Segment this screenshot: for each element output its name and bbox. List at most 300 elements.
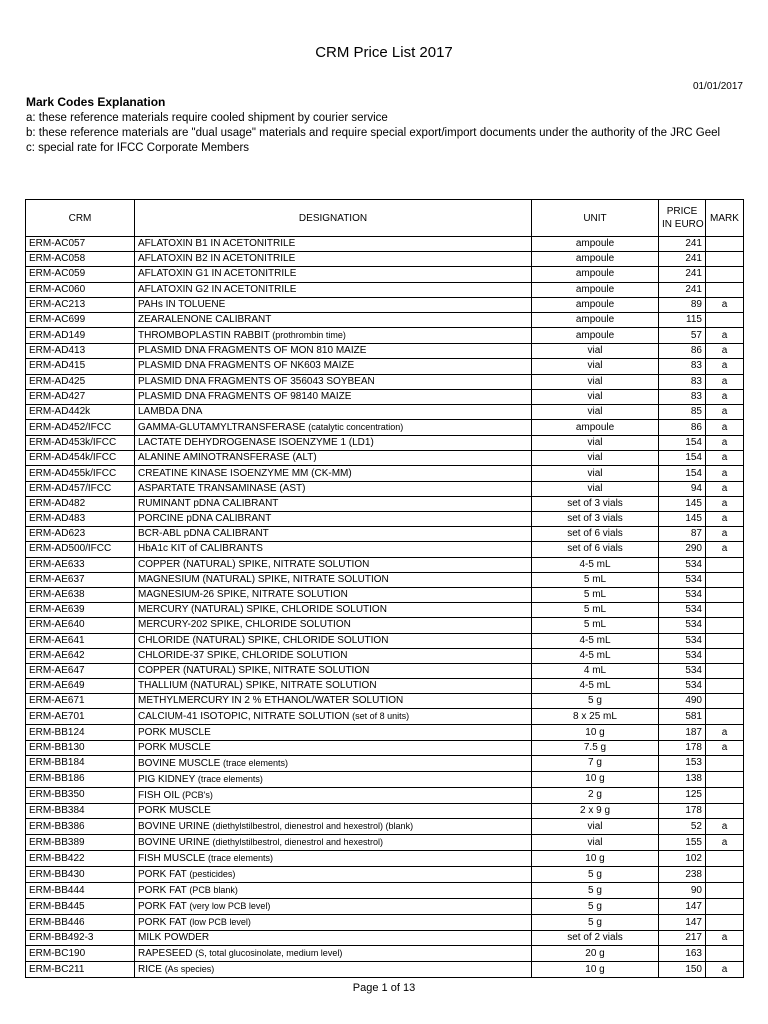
table-row <box>26 297 744 312</box>
table-row <box>26 867 744 883</box>
mark-cell: a <box>706 835 744 851</box>
unit-cell: ampoule <box>532 328 659 344</box>
crm-code-cell: ERM-AD149 <box>26 328 135 344</box>
table-row <box>26 374 744 389</box>
unit-cell: 10 g <box>532 851 659 867</box>
designation-name: AFLATOXIN B2 IN ACETONITRILE <box>138 253 296 265</box>
table-row <box>26 663 744 678</box>
unit-cell: vial <box>532 389 659 404</box>
unit-cell: set of 3 vials <box>532 496 659 511</box>
unit-cell: ampoule <box>532 237 659 252</box>
crm-code-cell: ERM-AC059 <box>26 267 135 282</box>
price-cell: 52 <box>659 819 706 835</box>
table-row <box>26 803 744 818</box>
designation-cell <box>135 587 532 602</box>
designation-name: COPPER (NATURAL) SPIKE, NITRATE SOLUTION <box>138 558 370 570</box>
designation-cell <box>135 755 532 771</box>
unit-cell: 5 g <box>532 694 659 709</box>
designation-cell <box>135 252 532 267</box>
table-row <box>26 404 744 419</box>
mark-cell: a <box>706 819 744 835</box>
mark-cell: a <box>706 512 744 527</box>
unit-cell: set of 2 vials <box>532 931 659 946</box>
table-row <box>26 648 744 663</box>
crm-code-cell: ERM-BB446 <box>26 915 135 931</box>
unit-cell: 5 g <box>532 899 659 915</box>
mark-cell <box>706 618 744 633</box>
mark-cell <box>706 771 744 787</box>
mark-cell <box>706 694 744 709</box>
table-row <box>26 851 744 867</box>
unit-cell: 4 mL <box>532 663 659 678</box>
crm-code-cell: ERM-AD427 <box>26 389 135 404</box>
mark-cell <box>706 915 744 931</box>
designation-cell <box>135 883 532 899</box>
designation-cell <box>135 451 532 466</box>
table-row <box>26 819 744 835</box>
crm-code-cell: ERM-AE649 <box>26 679 135 694</box>
designation-cell <box>135 389 532 404</box>
unit-cell: 5 mL <box>532 603 659 618</box>
designation-cell <box>135 557 532 572</box>
mark-cell <box>706 252 744 267</box>
price-cell: 154 <box>659 451 706 466</box>
table-row <box>26 962 744 978</box>
mark-cell: a <box>706 542 744 557</box>
designation-cell <box>135 946 532 962</box>
unit-cell: vial <box>532 466 659 481</box>
price-cell: 534 <box>659 557 706 572</box>
mark-cell: a <box>706 931 744 946</box>
designation-cell <box>135 496 532 511</box>
price-cell: 87 <box>659 527 706 542</box>
price-cell: 241 <box>659 267 706 282</box>
page-footer: Page 1 of 13 <box>352 982 416 994</box>
mark-cell <box>706 946 744 962</box>
table-header-row <box>26 200 744 237</box>
crm-code-cell: ERM-BB186 <box>26 771 135 787</box>
designation-name: LACTATE DEHYDROGENASE ISOENZYME 1 (LD1) <box>138 437 374 449</box>
designation-name: PLASMID DNA FRAGMENTS OF NK603 MAIZE <box>138 360 355 372</box>
designation-name: CALCIUM-41 ISOTOPIC, NITRATE SOLUTION <box>138 711 350 723</box>
mark-cell: a <box>706 328 744 344</box>
table-row <box>26 572 744 587</box>
mark-cell: a <box>706 962 744 978</box>
mark-cell <box>706 679 744 694</box>
price-cell: 125 <box>659 787 706 803</box>
unit-cell: 5 mL <box>532 572 659 587</box>
designation-detail: (prothrombin time) <box>272 330 346 341</box>
mark-cell <box>706 755 744 771</box>
designation-name: COPPER (NATURAL) SPIKE, NITRATE SOLUTION <box>138 664 370 676</box>
table-row <box>26 436 744 451</box>
designation-name: AFLATOXIN B1 IN ACETONITRILE <box>138 238 296 250</box>
table-row <box>26 267 744 282</box>
unit-cell: vial <box>532 835 659 851</box>
designation-cell <box>135 404 532 419</box>
price-cell: 241 <box>659 252 706 267</box>
table-row <box>26 451 744 466</box>
designation-detail: (diethylstilbestrol, dienestrol and hexestrol) <box>212 837 384 847</box>
crm-code-cell: ERM-BB184 <box>26 755 135 771</box>
unit-cell: ampoule <box>532 312 659 327</box>
designation-name: CHLORIDE (NATURAL) SPIKE, CHLORIDE SOLUTION <box>138 634 389 646</box>
table-row <box>26 359 744 374</box>
price-cell: 238 <box>659 867 706 883</box>
column-header-mark: MARK <box>706 200 744 237</box>
designation-name: AFLATOXIN G2 IN ACETONITRILE <box>138 283 297 295</box>
price-cell: 147 <box>659 915 706 931</box>
price-cell: 163 <box>659 946 706 962</box>
unit-cell: 2 g <box>532 787 659 803</box>
price-cell: 89 <box>659 297 706 312</box>
unit-cell: 5 mL <box>532 587 659 602</box>
table-row <box>26 328 744 344</box>
unit-cell: vial <box>532 819 659 835</box>
table-row <box>26 709 744 725</box>
designation-name: PLASMID DNA FRAGMENTS OF MON 810 MAIZE <box>138 345 367 357</box>
price-cell: 145 <box>659 496 706 511</box>
unit-cell: 4-5 mL <box>532 633 659 648</box>
designation-detail: (trace elements) <box>223 757 289 768</box>
designation-detail: (trace elements) <box>208 853 274 863</box>
designation-name: BOVINE URINE <box>138 837 210 848</box>
price-cell: 581 <box>659 709 706 725</box>
designation-cell <box>135 312 532 327</box>
crm-code-cell: ERM-AD500/IFCC <box>26 542 135 557</box>
price-cell: 534 <box>659 648 706 663</box>
designation-name: AFLATOXIN G1 IN ACETONITRILE <box>138 268 297 280</box>
crm-code-cell: ERM-AD415 <box>26 359 135 374</box>
designation-name: HbA1c KIT of CALIBRANTS <box>138 543 263 555</box>
table-row <box>26 603 744 618</box>
designation-cell <box>135 771 532 787</box>
table-row <box>26 740 744 755</box>
mark-cell: a <box>706 740 744 755</box>
price-header-line-2: IN EURO <box>662 219 704 230</box>
crm-code-cell: ERM-BB124 <box>26 725 135 740</box>
mark-cell: a <box>706 496 744 511</box>
designation-name: PIG KIDNEY <box>138 773 196 785</box>
table-row <box>26 931 744 946</box>
designation-name: PLASMID DNA FRAGMENTS OF 356043 SOYBEAN <box>138 375 375 387</box>
crm-code-cell: ERM-AC058 <box>26 252 135 267</box>
designation-detail: (PCB's) <box>182 789 213 800</box>
mark-cell: a <box>706 404 744 419</box>
crm-code-cell: ERM-AE640 <box>26 618 135 633</box>
mark-cell <box>706 803 744 818</box>
unit-cell: vial <box>532 374 659 389</box>
unit-cell: vial <box>532 481 659 496</box>
price-cell: 147 <box>659 899 706 915</box>
designation-name: THROMBOPLASTIN RABBIT <box>138 330 270 342</box>
crm-code-cell: ERM-AE633 <box>26 557 135 572</box>
price-cell: 115 <box>659 312 706 327</box>
designation-cell <box>135 835 532 851</box>
price-cell: 241 <box>659 282 706 297</box>
mark-cell <box>706 237 744 252</box>
crm-code-cell: ERM-BC190 <box>26 946 135 962</box>
table-row <box>26 512 744 527</box>
table-row <box>26 389 744 404</box>
price-header-line-1: PRICE <box>666 206 698 217</box>
unit-cell: 8 x 25 mL <box>532 709 659 725</box>
designation-cell <box>135 962 532 978</box>
designation-cell <box>135 466 532 481</box>
mark-code-b: b: these reference materials are "dual usage" materials and require special export/import documents under the authority of the JRC Geel <box>26 127 721 139</box>
crm-code-cell: ERM-AC060 <box>26 282 135 297</box>
unit-cell: vial <box>532 344 659 359</box>
unit-cell: 5 g <box>532 915 659 931</box>
mark-cell: a <box>706 420 744 436</box>
designation-cell <box>135 267 532 282</box>
price-cell: 90 <box>659 883 706 899</box>
designation-cell <box>135 420 532 436</box>
designation-name: RICE <box>138 964 162 976</box>
unit-cell: 10 g <box>532 962 659 978</box>
crm-code-cell: ERM-BB445 <box>26 899 135 915</box>
designation-name: THALLIUM (NATURAL) SPIKE, NITRATE SOLUTION <box>138 680 377 692</box>
table-row <box>26 694 744 709</box>
price-cell: 241 <box>659 237 706 252</box>
price-cell: 83 <box>659 374 706 389</box>
designation-name: PORCINE pDNA CALIBRANT <box>138 513 272 525</box>
mark-code-a: a: these reference materials require cooled shipment by courier service <box>26 112 388 124</box>
crm-code-cell: ERM-BC211 <box>26 962 135 978</box>
page-title: CRM Price List 2017 <box>315 44 453 61</box>
crm-code-cell: ERM-AE637 <box>26 572 135 587</box>
designation-detail: (very low PCB level) <box>189 901 271 911</box>
crm-code-cell: ERM-BB350 <box>26 787 135 803</box>
mark-cell <box>706 883 744 899</box>
unit-cell: 20 g <box>532 946 659 962</box>
crm-code-cell: ERM-AE642 <box>26 648 135 663</box>
designation-cell <box>135 803 532 818</box>
designation-detail: (catalytic concentration) <box>308 422 404 433</box>
designation-cell <box>135 344 532 359</box>
designation-name: BOVINE URINE <box>138 821 210 832</box>
table-row <box>26 527 744 542</box>
mark-cell: a <box>706 297 744 312</box>
unit-cell: ampoule <box>532 282 659 297</box>
designation-name: PLASMID DNA FRAGMENTS OF 98140 MAIZE <box>138 390 352 402</box>
designation-cell <box>135 709 532 725</box>
designation-cell <box>135 740 532 755</box>
designation-name: ASPARTATE TRANSAMINASE (AST) <box>138 482 306 494</box>
designation-name: FISH MUSCLE <box>138 853 206 864</box>
designation-cell <box>135 915 532 931</box>
unit-cell: set of 6 vials <box>532 542 659 557</box>
mark-cell <box>706 787 744 803</box>
designation-name: PORK FAT <box>138 917 187 928</box>
table-row <box>26 899 744 915</box>
crm-code-cell: ERM-AD454k/IFCC <box>26 451 135 466</box>
designation-cell <box>135 282 532 297</box>
unit-cell: ampoule <box>532 252 659 267</box>
crm-code-cell: ERM-AC213 <box>26 297 135 312</box>
column-header-price <box>659 200 706 237</box>
designation-cell <box>135 572 532 587</box>
price-cell: 138 <box>659 771 706 787</box>
designation-cell <box>135 527 532 542</box>
mark-cell: a <box>706 466 744 481</box>
table-row <box>26 755 744 771</box>
designation-name: MERCURY-202 SPIKE, CHLORIDE SOLUTION <box>138 619 351 631</box>
price-cell: 534 <box>659 663 706 678</box>
unit-cell: 4-5 mL <box>532 557 659 572</box>
designation-name: PORK FAT <box>138 869 187 880</box>
designation-name: BCR-ABL pDNA CALIBRANT <box>138 528 269 540</box>
mark-cell: a <box>706 436 744 451</box>
designation-cell <box>135 633 532 648</box>
price-cell: 150 <box>659 962 706 978</box>
crm-code-cell: ERM-AD452/IFCC <box>26 420 135 436</box>
designation-name: METHYLMERCURY IN 2 % ETHANOL/WATER SOLUTION <box>138 695 404 707</box>
designation-detail: (As species) <box>164 964 215 975</box>
mark-cell <box>706 867 744 883</box>
unit-cell: set of 3 vials <box>532 512 659 527</box>
table-row <box>26 725 744 740</box>
designation-name: PAHs IN TOLUENE <box>138 298 226 310</box>
table-row <box>26 618 744 633</box>
designation-name: MAGNESIUM-26 SPIKE, NITRATE SOLUTION <box>138 589 348 601</box>
designation-detail: (set of 8 units) <box>352 711 410 722</box>
price-cell: 217 <box>659 931 706 946</box>
price-cell: 534 <box>659 633 706 648</box>
designation-cell <box>135 867 532 883</box>
table-row <box>26 481 744 496</box>
designation-cell <box>135 436 532 451</box>
designation-detail: (low PCB level) <box>189 917 251 927</box>
mark-cell <box>706 899 744 915</box>
price-cell: 534 <box>659 603 706 618</box>
price-cell: 534 <box>659 572 706 587</box>
unit-cell: 7.5 g <box>532 740 659 755</box>
mark-cell <box>706 709 744 725</box>
mark-cell <box>706 603 744 618</box>
mark-cell <box>706 267 744 282</box>
table-row <box>26 835 744 851</box>
table-row <box>26 883 744 899</box>
crm-code-cell: ERM-BB444 <box>26 883 135 899</box>
designation-cell <box>135 819 532 835</box>
designation-name: PORK FAT <box>138 885 187 896</box>
table-row <box>26 542 744 557</box>
table-row <box>26 344 744 359</box>
unit-cell: 4-5 mL <box>532 679 659 694</box>
table-row <box>26 496 744 511</box>
price-cell: 178 <box>659 740 706 755</box>
designation-name: LAMBDA DNA <box>138 405 203 417</box>
crm-code-cell: ERM-AE647 <box>26 663 135 678</box>
designation-name: GAMMA-GLUTAMYLTRANSFERASE <box>138 422 306 434</box>
mark-cell <box>706 572 744 587</box>
price-cell: 94 <box>659 481 706 496</box>
designation-cell <box>135 694 532 709</box>
designation-cell <box>135 512 532 527</box>
designation-cell <box>135 328 532 344</box>
table-row <box>26 946 744 962</box>
table-row <box>26 679 744 694</box>
price-cell: 534 <box>659 618 706 633</box>
crm-code-cell: ERM-AE641 <box>26 633 135 648</box>
designation-name: RUMINANT pDNA CALIBRANT <box>138 497 279 509</box>
unit-cell: ampoule <box>532 267 659 282</box>
unit-cell: vial <box>532 436 659 451</box>
table-row <box>26 420 744 436</box>
designation-name: PORK MUSCLE <box>138 741 211 753</box>
crm-code-cell: ERM-AE638 <box>26 587 135 602</box>
price-cell: 187 <box>659 725 706 740</box>
mark-cell <box>706 633 744 648</box>
unit-cell: 5 mL <box>532 618 659 633</box>
mark-cell <box>706 851 744 867</box>
crm-code-cell: ERM-AD453k/IFCC <box>26 436 135 451</box>
table-row <box>26 252 744 267</box>
price-cell: 86 <box>659 420 706 436</box>
designation-name: BOVINE MUSCLE <box>138 757 221 769</box>
crm-code-cell: ERM-AD413 <box>26 344 135 359</box>
price-cell: 86 <box>659 344 706 359</box>
designation-name: RAPESEED <box>138 948 193 960</box>
table-row <box>26 312 744 327</box>
designation-cell <box>135 851 532 867</box>
mark-cell: a <box>706 389 744 404</box>
designation-detail: (PCB blank) <box>189 885 238 895</box>
table-row <box>26 771 744 787</box>
crm-code-cell: ERM-BB430 <box>26 867 135 883</box>
unit-cell: 4-5 mL <box>532 648 659 663</box>
designation-name: PORK MUSCLE <box>138 804 211 816</box>
table-row <box>26 915 744 931</box>
mark-cell <box>706 282 744 297</box>
designation-cell <box>135 787 532 803</box>
unit-cell: ampoule <box>532 297 659 312</box>
mark-cell <box>706 557 744 572</box>
designation-name: CREATINE KINASE ISOENZYME MM (CK-MM) <box>138 467 352 479</box>
designation-cell <box>135 603 532 618</box>
designation-detail: (trace elements) <box>197 773 263 784</box>
crm-code-cell: ERM-AD483 <box>26 512 135 527</box>
designation-name: ALANINE AMINOTRANSFERASE (ALT) <box>138 452 317 464</box>
mark-cell: a <box>706 481 744 496</box>
price-cell: 534 <box>659 679 706 694</box>
unit-cell: vial <box>532 451 659 466</box>
crm-code-cell: ERM-AE701 <box>26 709 135 725</box>
crm-code-cell: ERM-BB422 <box>26 851 135 867</box>
mark-cell: a <box>706 451 744 466</box>
designation-cell <box>135 374 532 389</box>
table-row <box>26 787 744 803</box>
designation-name: MERCURY (NATURAL) SPIKE, CHLORIDE SOLUTION <box>138 604 387 616</box>
designation-cell <box>135 297 532 312</box>
unit-cell: 5 g <box>532 867 659 883</box>
designation-detail: (S, total glucosinolate, medium level) <box>195 948 343 959</box>
mark-cell: a <box>706 527 744 542</box>
designation-detail: (diethylstilbestrol, dienestrol and hexestrol) (blank) <box>212 821 414 831</box>
mark-cell <box>706 587 744 602</box>
price-cell: 155 <box>659 835 706 851</box>
unit-cell: vial <box>532 404 659 419</box>
mark-codes-heading: Mark Codes Explanation <box>26 95 166 109</box>
crm-code-cell: ERM-BB389 <box>26 835 135 851</box>
table-row <box>26 587 744 602</box>
designation-name: ZEARALENONE CALIBRANT <box>138 314 272 326</box>
crm-code-cell: ERM-AE671 <box>26 694 135 709</box>
price-cell: 290 <box>659 542 706 557</box>
price-cell: 83 <box>659 389 706 404</box>
designation-cell <box>135 663 532 678</box>
